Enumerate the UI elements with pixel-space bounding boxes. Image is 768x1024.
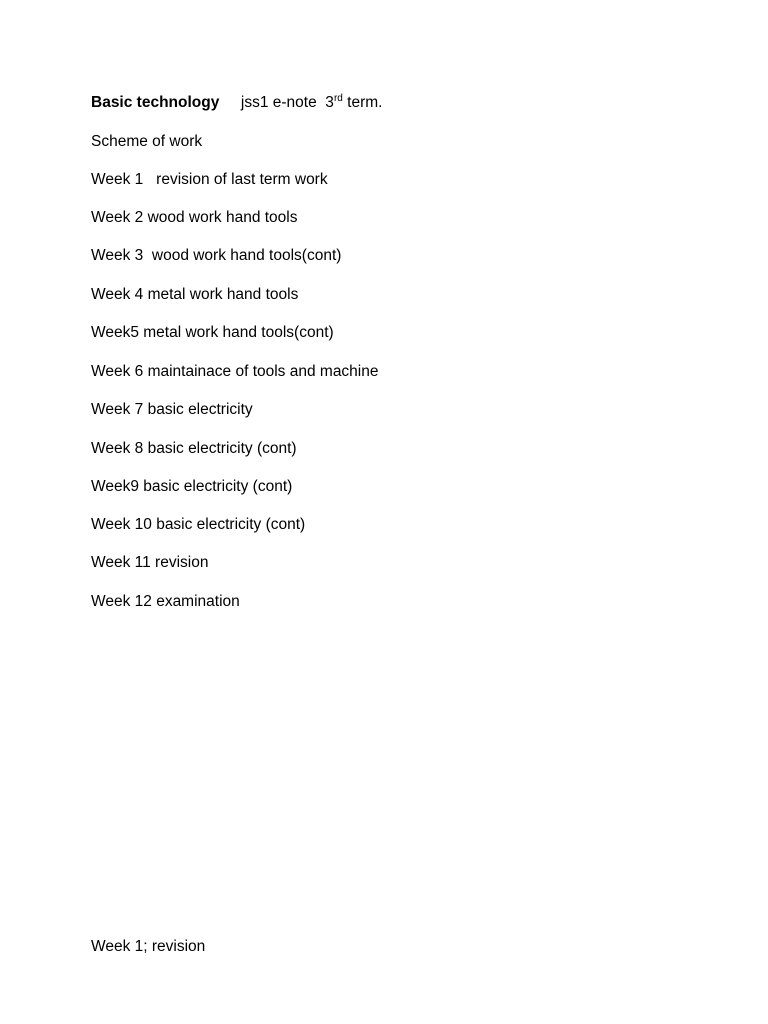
schedule-item: Week9 basic electricity (cont) <box>91 478 293 495</box>
schedule-item: Week 12 examination <box>91 593 240 610</box>
document-title <box>91 93 382 113</box>
schedule-item: Week 4 metal work hand tools <box>91 286 299 303</box>
schedule-item: Week 2 wood work hand tools <box>91 209 298 226</box>
schedule-item: Week 10 basic electricity (cont) <box>91 516 306 533</box>
class-note-label: jss1 e-note 3 <box>219 94 334 111</box>
week1-heading: Week 1; revision <box>91 938 206 955</box>
schedule-item: Week 6 maintainace of tools and machine <box>91 363 379 380</box>
ordinal-suffix: rd <box>333 92 343 104</box>
schedule-item: Week 1 revision of last term work <box>91 171 328 188</box>
schedule-item: Week 3 wood work hand tools(cont) <box>91 247 342 264</box>
term-label: term. <box>342 94 383 111</box>
subject-title: Basic technology <box>91 94 220 111</box>
schedule-item: Week5 metal work hand tools(cont) <box>91 324 334 341</box>
scheme-heading: Scheme of work <box>91 133 203 150</box>
schedule-item: Week 8 basic electricity (cont) <box>91 440 297 457</box>
schedule-item: Week 7 basic electricity <box>91 401 253 418</box>
schedule-item: Week 11 revision <box>91 554 209 571</box>
